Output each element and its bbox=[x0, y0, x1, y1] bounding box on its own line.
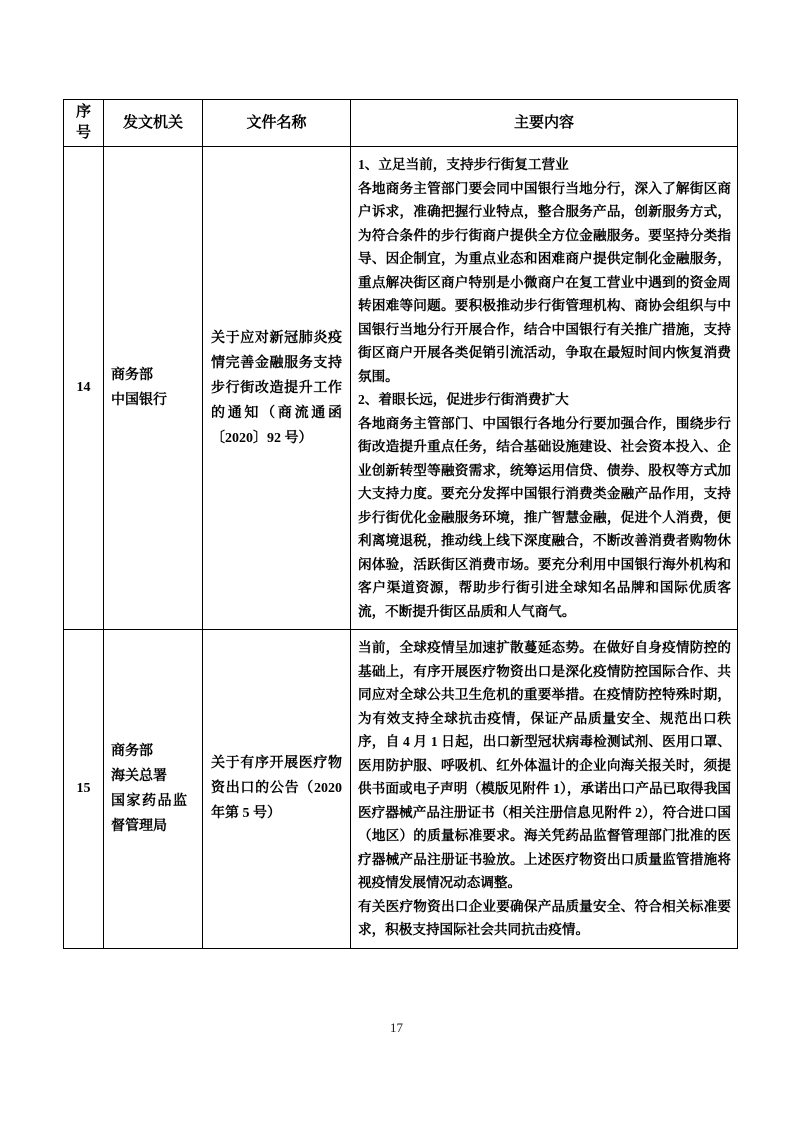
agency-name: 商务部 bbox=[111, 743, 153, 759]
agency-cell bbox=[104, 630, 203, 949]
agency-name: 中国银行 bbox=[111, 393, 167, 408]
title-cell: 关于应对新冠肺炎疫情完善金融服务支持步行街改造提升工作的通知（商流通函〔2020〕92 号） bbox=[203, 147, 351, 630]
content-paragraph: 各地商务主管部门要会同中国银行当地分行，深入了解街区商户诉求，准确把握行业特点，整合服务产品，创新服务方式，为符合条件的步行街商户提供全方位金融服务。要坚持分类指导、因企制宜，为重点业态和困难商户提供定制化金融服务，重点解决街区商户特别是小微商户在复工营业中遇到的资金周转困难等问题。要积极推动步行街管理机构、商协会组织与中国银行当地分行开展合作，结合中国银行有关推广措施，支持街区商户开展各类促销引流活动，争取在最短时间内恢复消费氛围。 bbox=[358, 180, 731, 384]
agency-name: 国家药品监督管理局 bbox=[111, 793, 187, 834]
column-header-title: 文件名称 bbox=[203, 100, 351, 147]
content-cell bbox=[351, 630, 738, 949]
content-paragraph: 有关医疗物资出口企业要确保产品质量安全、符合相关标准要求，积极支持国际社会共同抗击疫情。 bbox=[358, 898, 731, 937]
content-cell bbox=[351, 147, 738, 630]
title-cell: 关于有序开展医疗物资出口的公告（2020 年第 5 号） bbox=[203, 630, 351, 949]
content-paragraph: 当前，全球疫情呈加速扩散蔓延态势。在做好自身疫情防控的基础上，有序开展医疗物资出口是深化疫情防控国际合作、共同应对全球公共卫生危机的重要举措。在疫情防控特殊时期，为有效支持全球抗击疫情，保证产品质量安全、规范出口秩序，自 4 月 1 日起，出口新型冠状病毒检测试剂、医用口罩、医用防护服、呼吸机、红外体温计的企业向海关报关时，须提供书面或电子声明（模版见附件 1），承诺出口产品已取得我国医疗器械产品注册证书（相关注册信息见附件 2），符合进口国（地区）的质量标准要求。海关凭药品监督管理部门批准的医疗器械产品注册证书验放。上述医疗物资出口质量监管措施将视疫情发展情况动态调整。 bbox=[358, 640, 731, 890]
column-header-agency: 发文机关 bbox=[104, 100, 203, 147]
column-header-content: 主要内容 bbox=[351, 100, 738, 147]
agency-name: 海关总署 bbox=[111, 768, 167, 784]
table-row-15 bbox=[64, 630, 738, 949]
agency-cell bbox=[104, 147, 203, 630]
content-paragraph: 2、着眼长远，促进步行街消费扩大 bbox=[358, 392, 569, 407]
content-paragraph: 1、立足当前，支持步行街复工营业 bbox=[358, 157, 569, 172]
page-number: 17 bbox=[390, 1020, 403, 1035]
table-header-row bbox=[64, 100, 738, 147]
agency-name: 商务部 bbox=[111, 368, 153, 383]
table-row-14 bbox=[64, 147, 738, 630]
regulations-table bbox=[63, 99, 738, 949]
column-header-index: 序号 bbox=[64, 100, 104, 147]
content-paragraph: 各地商务主管部门、中国银行各地分行要加强合作，围绕步行街改造提升重点任务，结合基础设施建设、社会资本投入、企业创新转型等融资需求，统筹运用信贷、债券、股权等方式加大支持力度。要充分发挥中国银行消费类金融产品作用，支持步行街优化金融服务环境，推广智慧金融，促进个人消费，便利离境退税，推动线上线下深度融合，不断改善消费者购物休闲体验，活跃街区消费市场。要充分利用中国银行海外机构和客户渠道资源，帮助步行街引进全球知名品牌和国际优质客流，不断提升街区品质和人气商气。 bbox=[358, 415, 731, 619]
index-cell: 14 bbox=[64, 147, 104, 630]
index-cell: 15 bbox=[64, 630, 104, 949]
